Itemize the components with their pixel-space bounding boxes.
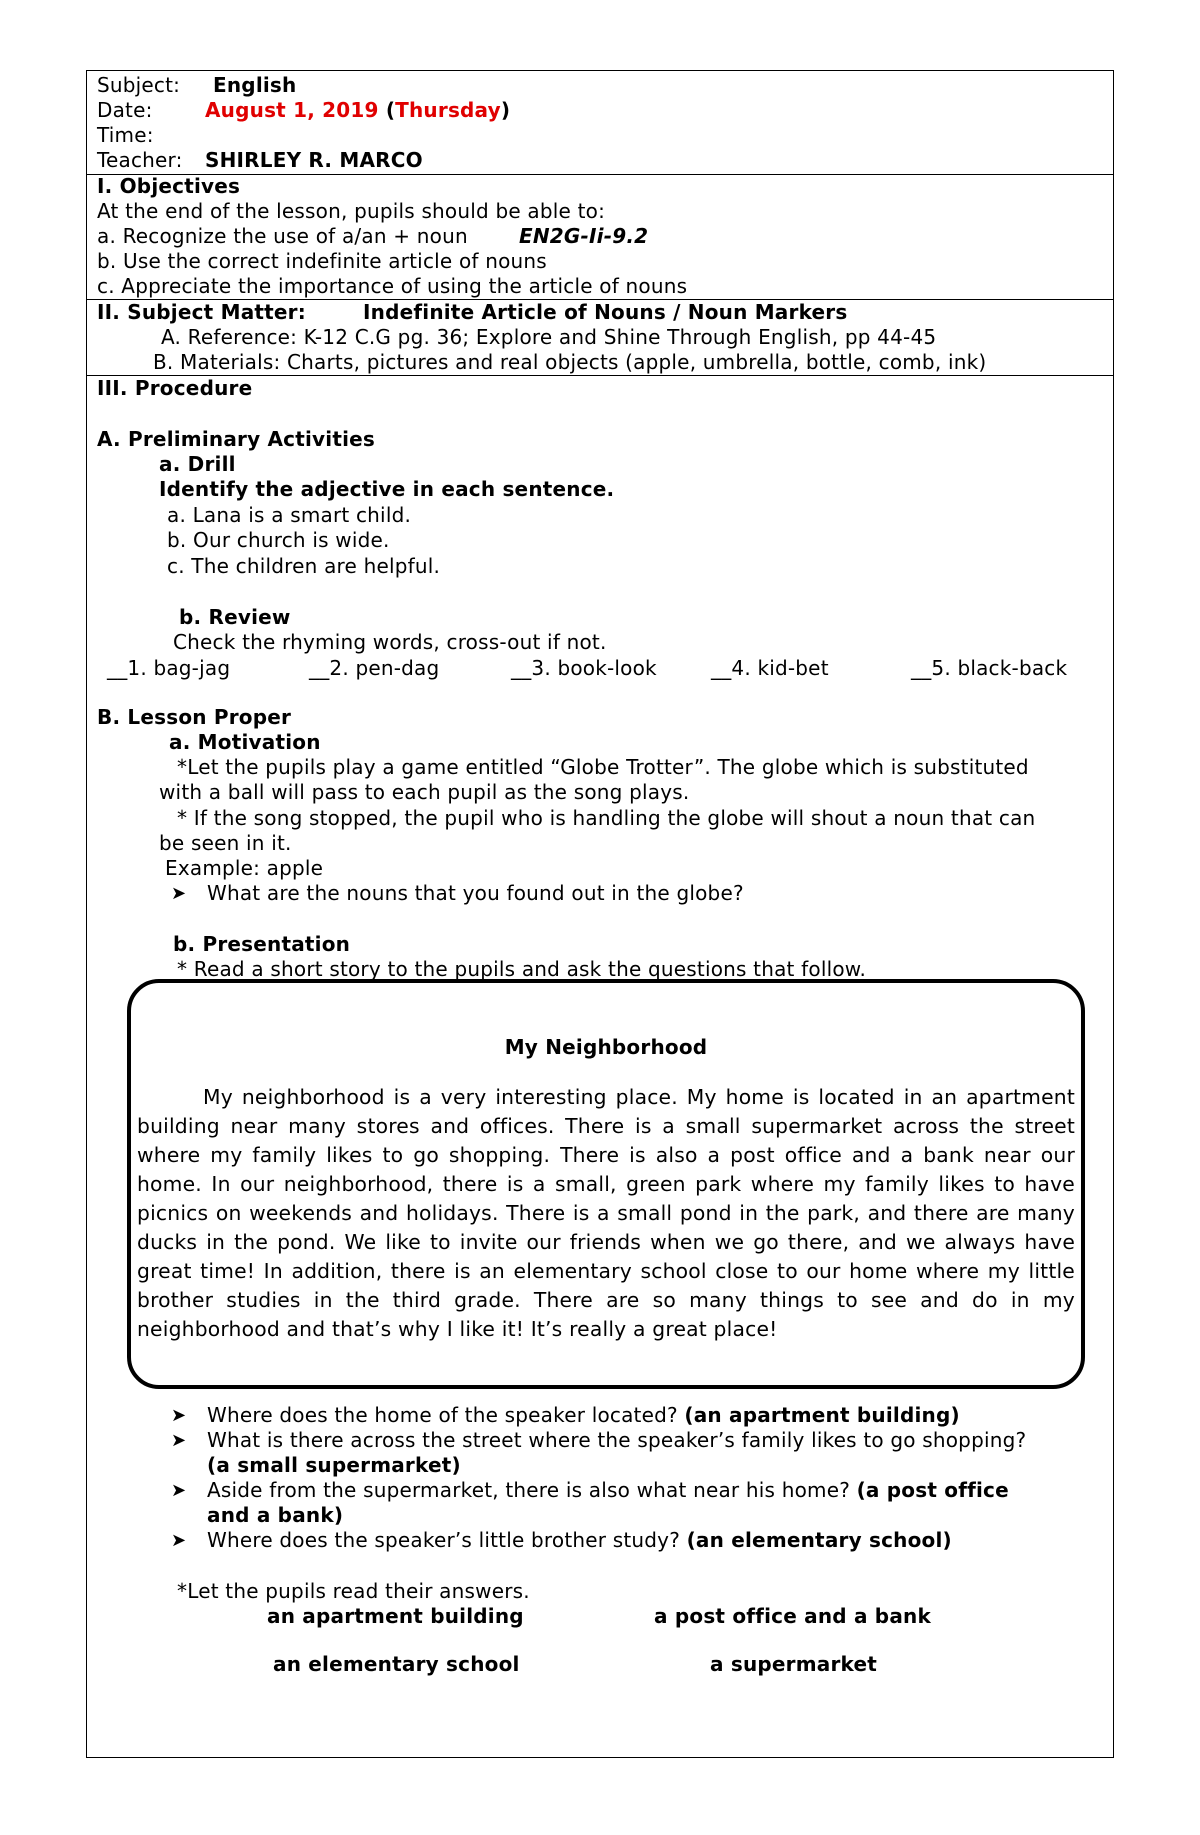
story-box [127, 979, 1085, 1389]
motivation-text: *Let the pupils play a game entitled “Globe Trotter”. The globe which is substituted [177, 755, 1029, 779]
review-item: __4. kid-bet [711, 656, 829, 680]
drill-instruction: Identify the adjective in each sentence. [159, 477, 615, 501]
question-item: Where does the speaker’s little brother study? (an elementary school) [207, 1528, 952, 1552]
drill-title: a. Drill [159, 452, 236, 476]
header-section [87, 71, 1113, 175]
story-title: My Neighborhood [504, 1035, 708, 1059]
example-text: Example: apple [165, 856, 324, 880]
motivation-text: be seen in it. [159, 831, 292, 855]
question-answer: (a small supermarket) [207, 1453, 461, 1477]
preliminary-heading: A. Preliminary Activities [97, 427, 376, 451]
review-item: __3. book-look [511, 656, 657, 680]
objective-b: b. Use the correct indefinite article of nouns [97, 249, 547, 273]
story-text: My neighborhood is a very interesting place. My home is located in an apartment building near many stores and offices. There is a small supermarket across the street where my family likes to go shopping. There is also a post office and a bank near our home. In our neighborhood, there is a small, green park where my family likes to have picnics on weekends and holidays. There is a small pond in the park, and there are many ducks in the pond. We like to invite our friends when we go there, and we always have great time! In addition, there is an elementary school close to our home where my little brother studies in the third grade. There are so many things to see and do in my neighborhood and that’s why I like it! It’s really a great place! [137, 1085, 1075, 1341]
motivation-title: a. Motivation [169, 730, 321, 754]
question-item: What is there across the street where the speaker’s family likes to go shopping? [207, 1428, 1027, 1452]
objective-c: c. Appreciate the importance of using the article of nouns [97, 274, 688, 298]
motivation-text: with a ball will pass to each pupil as the song plays. [159, 780, 690, 804]
objectives-heading: I. Objectives [97, 174, 241, 198]
arrow-bullet-icon: ➤ [171, 1530, 187, 1551]
arrow-bullet-icon: ➤ [171, 1480, 187, 1501]
answers-instruction: *Let the pupils read their answers. [177, 1579, 530, 1603]
presentation-instruction: * Read a short story to the pupils and ask the questions that follow. [177, 957, 867, 981]
presentation-title: b. Presentation [173, 932, 351, 956]
drill-item: c. The children are helpful. [167, 554, 441, 578]
subject-label: Subject: [97, 73, 181, 97]
drill-item: b. Our church is wide. [167, 528, 390, 552]
answer-item: a supermarket [710, 1652, 878, 1676]
review-title: b. Review [179, 605, 291, 629]
subject-matter-heading: II. Subject Matter: [97, 300, 306, 324]
teacher-value: SHIRLEY R. MARCO [205, 148, 423, 172]
motivation-text: * If the song stopped, the pupil who is handling the globe will shout a noun that can [177, 806, 1036, 830]
date-value: August 1, 2019 (Thursday) [205, 98, 511, 122]
teacher-label: Teacher: [97, 148, 183, 172]
drill-item: a. Lana is a smart child. [167, 503, 412, 527]
question-answer: and a bank) [207, 1503, 344, 1527]
arrow-bullet-icon: ➤ [171, 883, 187, 904]
materials: B. Materials: Charts, pictures and real objects (apple, umbrella, bottle, comb, ink) [153, 350, 987, 374]
objectives-intro: At the end of the lesson, pupils should be able to: [97, 199, 606, 223]
review-item: __2. pen-dag [309, 656, 440, 680]
motivation-question: What are the nouns that you found out in the globe? [207, 881, 744, 905]
date-label: Date: [97, 98, 153, 122]
lesson-plan-sheet [86, 70, 1114, 1758]
objective-a: a. Recognize the use of a/an + noun [97, 224, 468, 248]
question-item: Aside from the supermarket, there is also what near his home? (a post office [207, 1478, 1009, 1502]
question-item: Where does the home of the speaker located? (an apartment building) [207, 1403, 960, 1427]
answer-item: a post office and a bank [654, 1604, 931, 1628]
review-item: __1. bag-jag [107, 656, 231, 680]
competency-code: EN2G-Ii-9.2 [519, 224, 649, 248]
answer-item: an apartment building [267, 1604, 524, 1628]
review-instruction: Check the rhyming words, cross-out if not. [173, 630, 607, 654]
subject-value: English [213, 73, 297, 97]
subject-matter-topic: Indefinite Article of Nouns / Noun Markers [363, 300, 848, 324]
answer-item: an elementary school [273, 1652, 520, 1676]
lesson-proper-heading: B. Lesson Proper [97, 705, 292, 729]
subject-matter-section [87, 300, 1113, 376]
arrow-bullet-icon: ➤ [171, 1405, 187, 1426]
objectives-section [87, 175, 1113, 300]
procedure-heading: III. Procedure [97, 376, 253, 400]
review-item: __5. black-back [911, 656, 1068, 680]
story-body [137, 1083, 1075, 1344]
reference: A. Reference: K-12 C.G pg. 36; Explore and Shine Through English, pp 44-45 [161, 325, 937, 349]
arrow-bullet-icon: ➤ [171, 1430, 187, 1451]
time-label: Time: [97, 123, 154, 147]
